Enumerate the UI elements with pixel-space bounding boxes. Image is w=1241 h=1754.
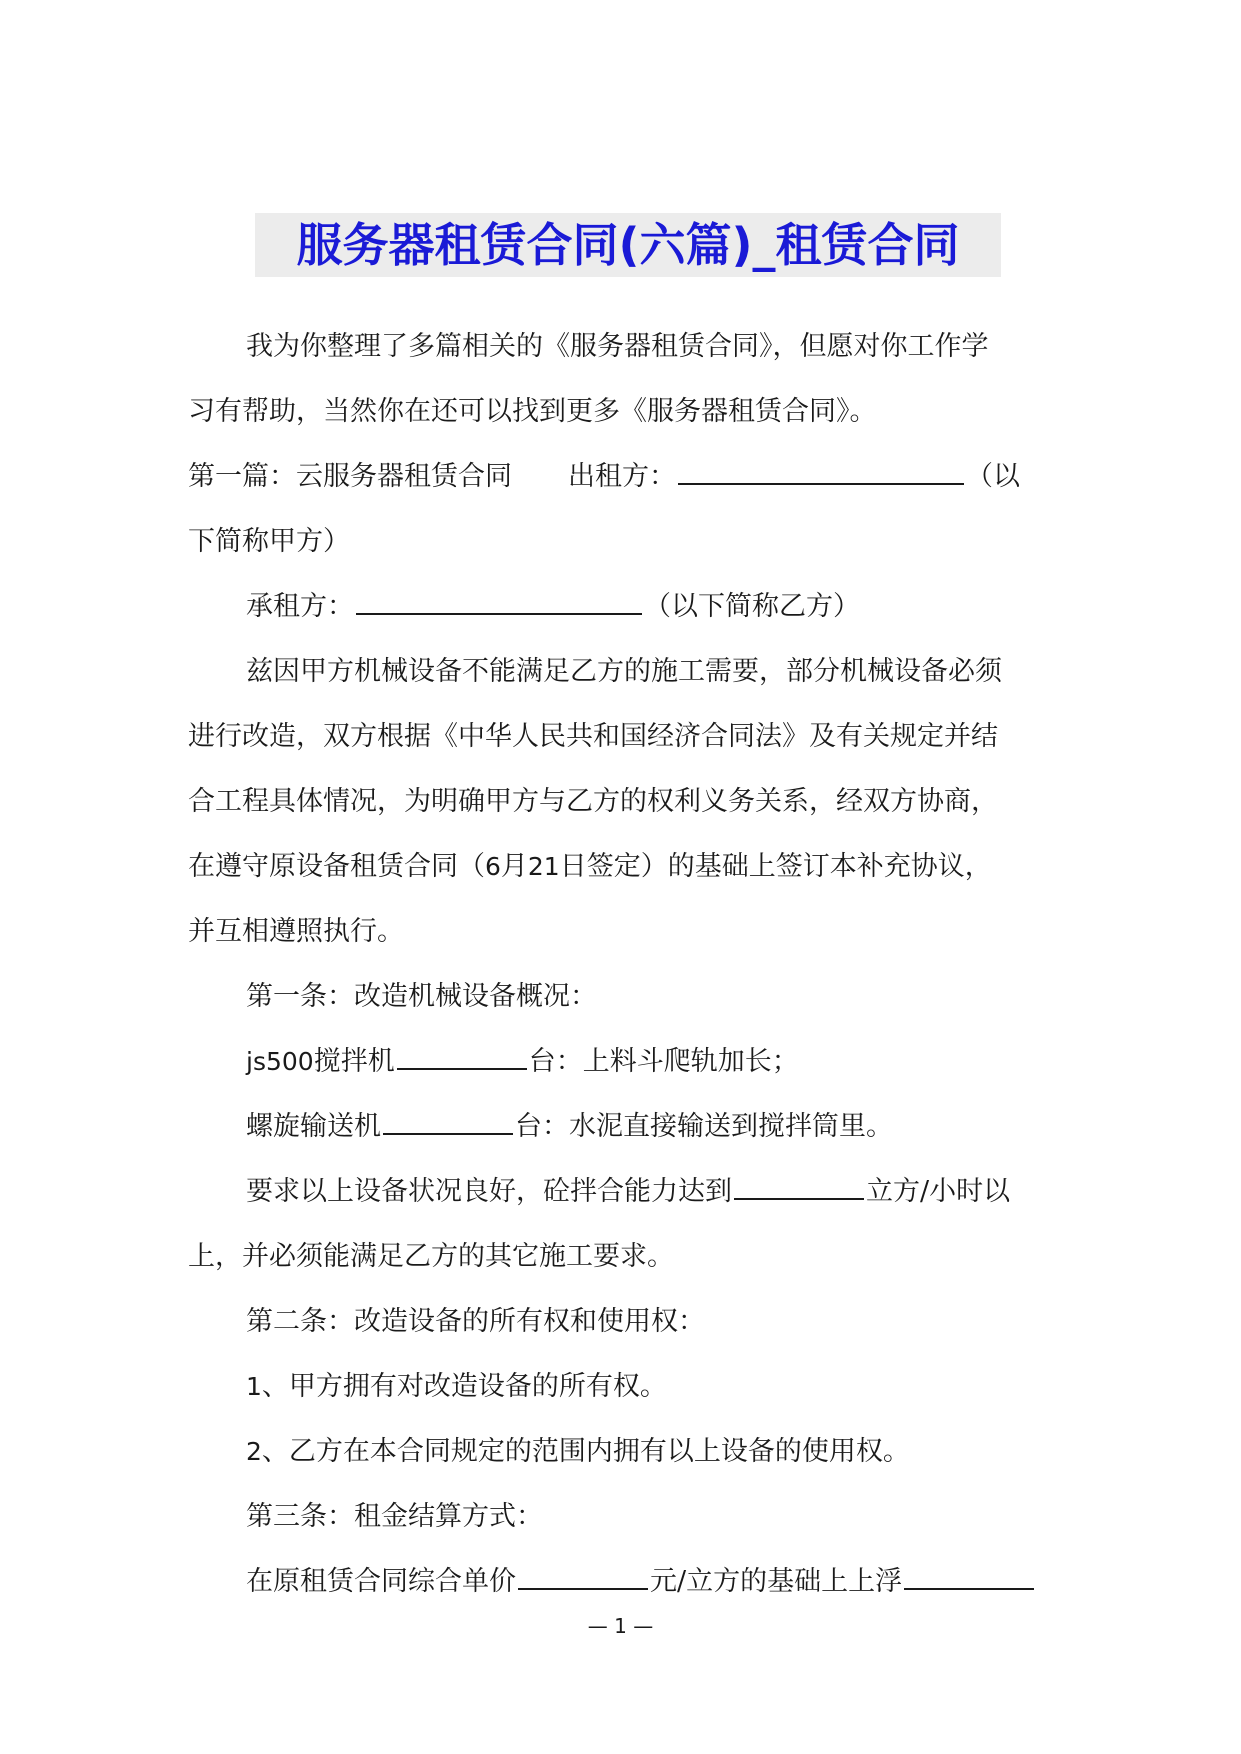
lessor-blank bbox=[678, 461, 964, 485]
lessee-suffix: （以下简称乙方） bbox=[644, 591, 860, 622]
p1-text-5: 并互相遵照执行。 bbox=[188, 916, 404, 947]
p1-day: 21 bbox=[527, 852, 560, 881]
lessor-suffix-a: （以 bbox=[966, 461, 1020, 492]
article-1-heading: 第一条：改造机械设备概况： bbox=[246, 981, 597, 1012]
p1-text-2: 进行改造，双方根据《中华人民共和国经济合同法》及有关规定并结 bbox=[188, 721, 998, 752]
document-title: 服务器租赁合同(六篇)_租赁合同 bbox=[296, 218, 960, 272]
lessee-line bbox=[188, 574, 1058, 639]
article-2-item-2 bbox=[188, 1419, 1058, 1484]
article-2-item-2-text: 、乙方在本合同规定的范围内拥有以上设备的使用权。 bbox=[261, 1436, 910, 1467]
p1-text-4a: 在遵守原设备租赁合同（ bbox=[188, 851, 485, 882]
requirement-line-1 bbox=[188, 1159, 1058, 1224]
intro-text-2: 习有帮助，当然你在还可以找到更多《服务器租赁合同》。 bbox=[188, 396, 877, 427]
item-js500-blank bbox=[397, 1046, 527, 1070]
article-2-item-2-num: 2 bbox=[246, 1437, 262, 1466]
article-2-item-1-text: 、甲方拥有对改造设备的所有权。 bbox=[261, 1371, 667, 1402]
item-js500-desc: 台：上料斗爬轨加长； bbox=[528, 1046, 799, 1077]
lessor-suffix-b: 下简称甲方） bbox=[188, 526, 350, 557]
item-js500-line bbox=[188, 1029, 1058, 1094]
article-1-heading-line bbox=[188, 964, 1058, 1029]
article-3-heading-line bbox=[188, 1484, 1058, 1549]
lessor-suffix-line bbox=[188, 509, 1058, 574]
section-1-heading: 第一篇：云服务器租赁合同 bbox=[188, 461, 512, 492]
requirement-blank bbox=[734, 1176, 864, 1200]
lessor-label: 出租方： bbox=[568, 461, 676, 492]
article-3-float-blank bbox=[904, 1566, 1034, 1590]
article-3-price-blank bbox=[518, 1566, 648, 1590]
requirement-line-2 bbox=[188, 1224, 1058, 1289]
item-screw-desc: 台：水泥直接输送到搅拌筒里。 bbox=[515, 1111, 893, 1142]
article-2-heading-line bbox=[188, 1289, 1058, 1354]
p1-month: 6 bbox=[485, 852, 501, 881]
article-2-heading: 第二条：改造设备的所有权和使用权： bbox=[246, 1306, 705, 1337]
p1-line-4 bbox=[188, 834, 1058, 899]
requirement-text-2: 上，并必须能满足乙方的其它施工要求。 bbox=[188, 1241, 674, 1272]
article-3-heading: 第三条：租金结算方式： bbox=[246, 1501, 543, 1532]
article-3-line-1 bbox=[188, 1549, 1058, 1614]
title-highlight bbox=[255, 213, 1001, 277]
p1-text-4b: 月 bbox=[500, 851, 528, 882]
article-3-text-1a: 在原租赁合同综合单价 bbox=[246, 1566, 516, 1597]
article-2-item-1-num: 1 bbox=[246, 1372, 262, 1401]
item-screw-name: 螺旋输送机 bbox=[246, 1111, 381, 1142]
p1-text-1: 兹因甲方机械设备不能满足乙方的施工需要，部分机械设备必须 bbox=[246, 656, 1002, 687]
intro-line-2 bbox=[188, 379, 1058, 444]
article-3-text-1b: 元/立方的基础上上浮 bbox=[650, 1566, 903, 1597]
item-screw-line bbox=[188, 1094, 1058, 1159]
item-js500-code: js500 bbox=[246, 1047, 314, 1076]
intro-line-1 bbox=[188, 314, 1058, 379]
p1-text-3: 合工程具体情况，为明确甲方与乙方的权利义务关系，经双方协商， bbox=[188, 786, 998, 817]
intro-text-1: 我为你整理了多篇相关的《服务器租赁合同》，但愿对你工作学 bbox=[246, 331, 989, 362]
lessee-label: 承租方： bbox=[246, 591, 354, 622]
section-1-line bbox=[188, 444, 1058, 509]
p1-line-3 bbox=[188, 769, 1058, 834]
p1-line-5 bbox=[188, 899, 1058, 964]
p1-text-4c: 日签定）的基础上签订本补充协议， bbox=[559, 851, 992, 882]
item-screw-blank bbox=[383, 1111, 513, 1135]
item-js500-name: 搅拌机 bbox=[313, 1046, 395, 1077]
requirement-text-1a: 要求以上设备状况良好，砼拌合能力达到 bbox=[246, 1176, 732, 1207]
requirement-text-1b: 立方/小时以 bbox=[866, 1176, 1011, 1207]
document-body bbox=[188, 314, 1058, 1614]
lessee-blank bbox=[356, 591, 642, 615]
p1-line-2 bbox=[188, 704, 1058, 769]
p1-line-1 bbox=[188, 639, 1058, 704]
page-number: — 1 — bbox=[587, 1614, 654, 1638]
article-2-item-1 bbox=[188, 1354, 1058, 1419]
